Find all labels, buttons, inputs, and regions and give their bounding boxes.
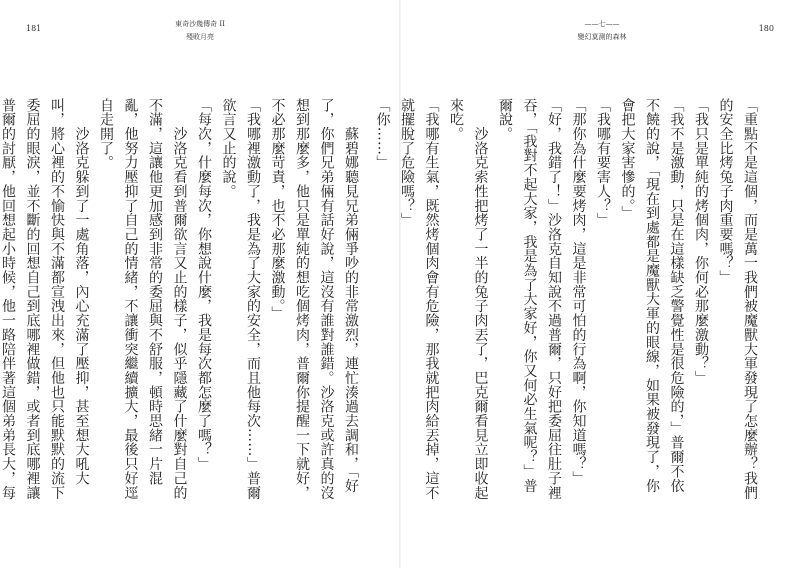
body-text xyxy=(0,98,363,503)
paragraph: 沙洛克躲到了一處角落，內心充滿了壓抑，甚至想大吼大叫，將心裡的不愉快與不滿都宣洩出來，但他也只能默默的流下委屈的眼淚，並不斷的回想自己到底哪裡做錯，或者到底哪裡讓普爾的討厭，他回想起小時候，他一路陪伴著這個弟弟長大，每 xyxy=(0,98,90,500)
paragraph: 「那你為什麼要烤肉，這是非常可怕的行為啊，你知道嗎？」 xyxy=(570,98,587,486)
chapter-number: 七 xyxy=(598,20,606,28)
page-number: 180 xyxy=(758,24,774,33)
paragraph: 沙洛克看到普爾欲言又止的樣子，似乎隱藏了什麼對自己的不滿，這讓他更加感到非常的委屈與不舒服，頓時思緒一片混亂，他努力壓抑了自己的情緒，不讓衝突繼續擴大，最後只好逕自走開了。 xyxy=(98,98,188,500)
paragraph: 「我哪裡激動了，我是為了大家的安全，而且他每次……」普爾欲言又止的說。 xyxy=(220,98,261,500)
running-head xyxy=(160,18,240,44)
paragraph: 「我哪有生氣，既然烤個肉會有危險，那我就把肉給丟掉，這不就擺脫了危險嗎？」 xyxy=(399,98,440,500)
chapter-label: ——七—— xyxy=(584,20,620,28)
paragraph: 「我哪有要害人？」 xyxy=(595,98,611,228)
chapter-title: 變幻莫測的森林 xyxy=(577,33,627,41)
volume-subtitle: 殘敗月亮 xyxy=(186,33,214,41)
paragraph: 「好，我錯了！」沙洛克自知說不過普爾，只好把委屈往肚子裡吞，「我對不起大家，我是為了大家好，你又何必生氣呢？」普爾說。 xyxy=(497,98,562,500)
book-title: 東奇沙幾傳奇 II xyxy=(175,20,225,28)
paragraph: 「每次，什麼每次，你想說什麼，我是每次都怎麼了嗎？」 xyxy=(196,98,212,472)
paragraph: 「重點不是這個，而是萬一我們被魔獸大軍發現了怎麼辦？我們的安全比烤兔子肉重要嗎？」 xyxy=(717,98,758,500)
paragraph: 「我不是激動，只是在這樣缺乏警覺性是很危險的，」普爾不依不饒的說，「現在到處都是魔獸大軍的眼線，如果被發現了，你會把大家害慘的。」 xyxy=(619,98,685,493)
paragraph: 蘇碧娜聽見兄弟倆爭吵的非常激烈，連忙湊過去調和，「好了，你們兄弟倆有話好說，這沒有誰對誰錯。沙洛克或許真的沒想到那麼多，他只是單純的想吃個烤肉，普爾你提醒一下就好，不必那麼苛責，也不必那麼激動。」 xyxy=(269,98,359,500)
page-number: 181 xyxy=(26,24,42,33)
running-head xyxy=(562,18,642,44)
paragraph: 沙洛克索性把烤了一半的兔子肉丟了，巴克爾看見立即收起來吃。 xyxy=(448,98,489,500)
right-page xyxy=(374,0,800,568)
paragraph: 「你……」 xyxy=(374,98,391,170)
body-text xyxy=(370,98,762,503)
paragraph: 「我只是單純的烤個肉，你何必那麼激動？」 xyxy=(693,98,709,385)
